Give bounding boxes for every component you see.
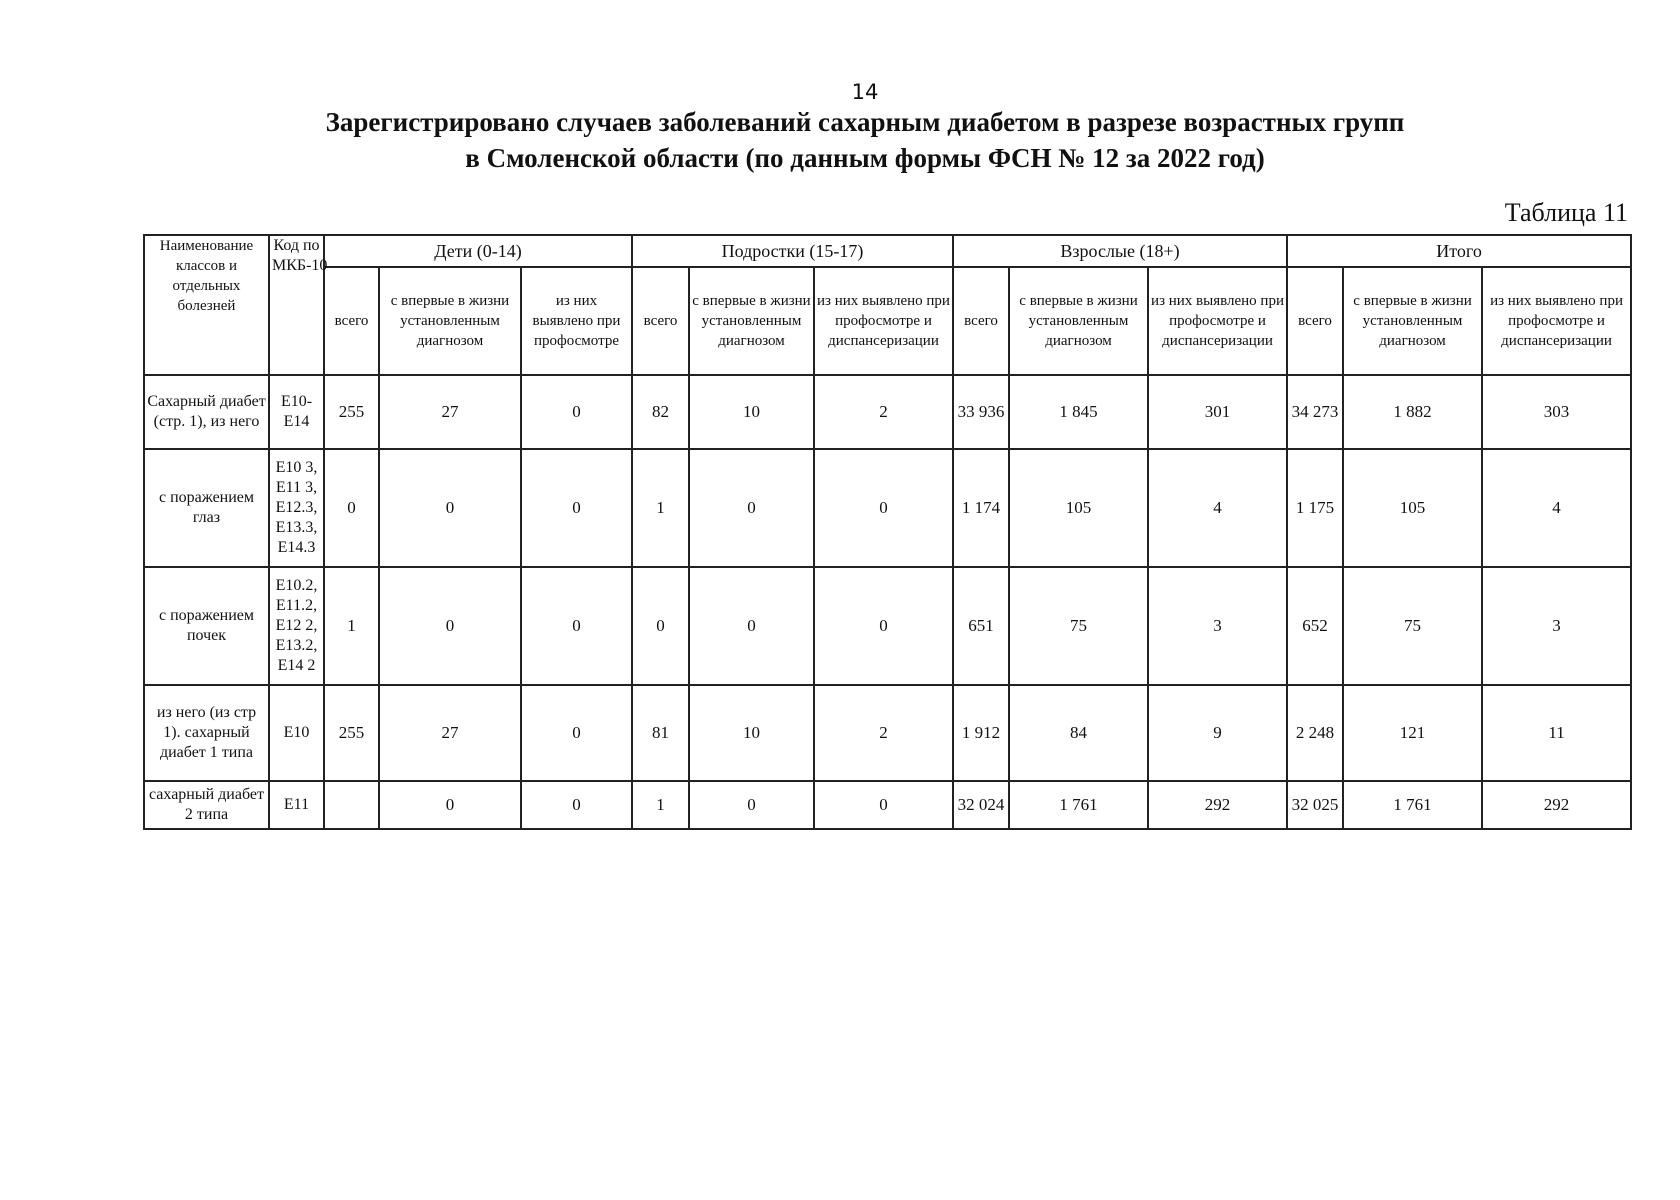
value-cell: 0 (521, 375, 632, 449)
table-body (144, 375, 1631, 829)
value-cell: 0 (521, 567, 632, 685)
sub-header-total: всего (953, 267, 1009, 375)
value-cell: 303 (1482, 375, 1631, 449)
value-cell: 3 (1148, 567, 1287, 685)
value-cell: 4 (1148, 449, 1287, 567)
value-cell (324, 781, 379, 829)
value-cell: 32 024 (953, 781, 1009, 829)
value-cell: 105 (1009, 449, 1148, 567)
code-column-header: Код по МКБ-10 (269, 235, 324, 375)
value-cell: 0 (379, 449, 521, 567)
value-cell: 3 (1482, 567, 1631, 685)
row-name-cell: из него (из стр 1). сахарный диабет 1 типа (144, 685, 269, 781)
row-name-cell: с поражением глаз (144, 449, 269, 567)
diabetes-table (143, 234, 1632, 830)
value-cell: 1 174 (953, 449, 1009, 567)
sub-header-row (144, 267, 1631, 375)
value-cell: 2 (814, 685, 953, 781)
value-cell: 1 (324, 567, 379, 685)
value-cell: 0 (814, 449, 953, 567)
table-row (144, 567, 1631, 685)
row-name-cell: сахарный диабет 2 типа (144, 781, 269, 829)
value-cell: 81 (632, 685, 689, 781)
title-line-1: Зарегистрировано случаев заболеваний сахарным диабетом в разрезе возрастных групп (325, 107, 1405, 137)
value-cell: 75 (1343, 567, 1482, 685)
value-cell: 1 761 (1009, 781, 1148, 829)
value-cell: 1 761 (1343, 781, 1482, 829)
sub-header-first-diagnosed: с впервые в жизни установленным диагнозом (1343, 267, 1482, 375)
value-cell: 0 (379, 781, 521, 829)
value-cell: 301 (1148, 375, 1287, 449)
group-header-teens: Подростки (15-17) (632, 235, 953, 267)
row-name-cell: Сахарный диабет (стр. 1), из него (144, 375, 269, 449)
sub-header-first-diagnosed: с впервые в жизни установленным диагнозом (689, 267, 814, 375)
value-cell: 652 (1287, 567, 1343, 685)
group-header-total: Итого (1287, 235, 1631, 267)
value-cell: 0 (521, 685, 632, 781)
value-cell: 292 (1482, 781, 1631, 829)
sub-header-checkup: из них выявлено при профосмотре (521, 267, 632, 375)
value-cell: 82 (632, 375, 689, 449)
row-code-cell: Е10-Е14 (269, 375, 324, 449)
value-cell: 1 175 (1287, 449, 1343, 567)
value-cell: 1 (632, 449, 689, 567)
value-cell: 0 (689, 449, 814, 567)
value-cell: 1 845 (1009, 375, 1148, 449)
value-cell: 1 882 (1343, 375, 1482, 449)
row-code-cell: Е10 3, Е11 3, Е12.3, Е13.3, Е14.3 (269, 449, 324, 567)
value-cell: 0 (521, 449, 632, 567)
value-cell: 292 (1148, 781, 1287, 829)
sub-header-first-diagnosed: с впервые в жизни установленным диагнозом (1009, 267, 1148, 375)
value-cell: 4 (1482, 449, 1631, 567)
sub-header-checkup: из них выявлено при профосмотре и диспансеризации (814, 267, 953, 375)
value-cell: 75 (1009, 567, 1148, 685)
group-header-row (144, 235, 1631, 267)
value-cell: 121 (1343, 685, 1482, 781)
sub-header-total: всего (324, 267, 379, 375)
row-name-cell: с поражением почек (144, 567, 269, 685)
table-row (144, 449, 1631, 567)
value-cell: 11 (1482, 685, 1631, 781)
value-cell: 105 (1343, 449, 1482, 567)
value-cell: 1 912 (953, 685, 1009, 781)
value-cell: 2 (814, 375, 953, 449)
page-number: 14 (851, 80, 879, 104)
value-cell: 0 (689, 781, 814, 829)
group-header-adults: Взрослые (18+) (953, 235, 1287, 267)
value-cell: 27 (379, 685, 521, 781)
value-cell: 2 248 (1287, 685, 1343, 781)
value-cell: 0 (632, 567, 689, 685)
value-cell: 34 273 (1287, 375, 1343, 449)
table-row (144, 685, 1631, 781)
value-cell: 255 (324, 375, 379, 449)
title-line-2: в Смоленской области (по данным формы ФСН № 12 за 2022 год) (465, 143, 1265, 173)
group-header-children: Дети (0-14) (324, 235, 632, 267)
sub-header-total: всего (632, 267, 689, 375)
document-title (300, 104, 1430, 176)
value-cell: 0 (379, 567, 521, 685)
value-cell: 255 (324, 685, 379, 781)
sub-header-checkup: из них выявлено при профосмотре и диспансеризации (1148, 267, 1287, 375)
sub-header-total: всего (1287, 267, 1343, 375)
value-cell: 0 (324, 449, 379, 567)
value-cell: 1 (632, 781, 689, 829)
value-cell: 84 (1009, 685, 1148, 781)
value-cell: 10 (689, 685, 814, 781)
table-row (144, 781, 1631, 829)
value-cell: 0 (689, 567, 814, 685)
row-code-cell: Е10.2, Е11.2, Е12 2, Е13.2, Е14 2 (269, 567, 324, 685)
sub-header-first-diagnosed: с впервые в жизни установленным диагнозом (379, 267, 521, 375)
value-cell: 10 (689, 375, 814, 449)
value-cell: 9 (1148, 685, 1287, 781)
value-cell: 651 (953, 567, 1009, 685)
value-cell: 0 (814, 781, 953, 829)
value-cell: 32 025 (1287, 781, 1343, 829)
value-cell: 33 936 (953, 375, 1009, 449)
value-cell: 0 (521, 781, 632, 829)
sub-header-checkup: из них выявлено при профосмотре и диспансеризации (1482, 267, 1631, 375)
table-row (144, 375, 1631, 449)
row-code-cell: Е10 (269, 685, 324, 781)
row-code-cell: Е11 (269, 781, 324, 829)
table-label: Таблица 11 (1504, 198, 1628, 227)
name-column-header: Наименование классов и отдельных болезней (144, 235, 269, 375)
value-cell: 27 (379, 375, 521, 449)
value-cell: 0 (814, 567, 953, 685)
